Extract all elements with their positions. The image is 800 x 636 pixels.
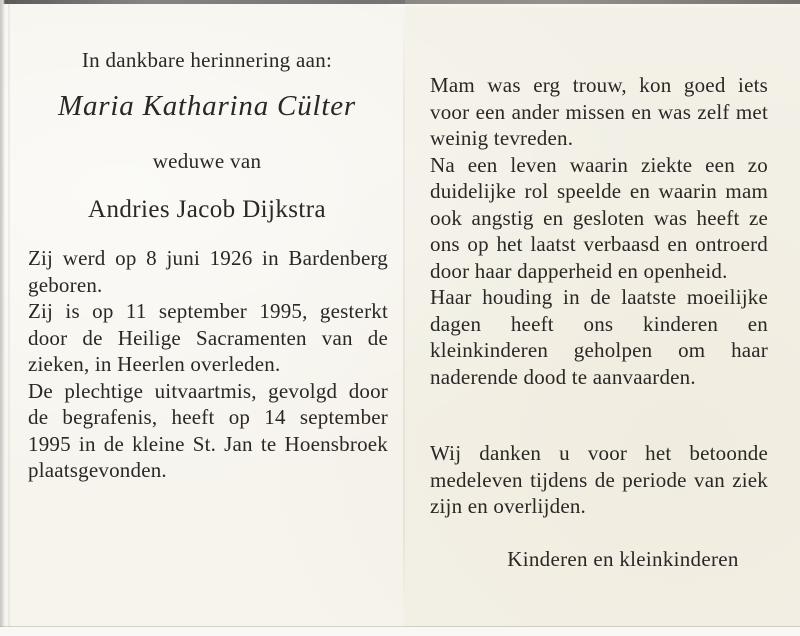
card-fold-line <box>403 10 405 626</box>
scan-crease-left <box>8 0 10 636</box>
memorial-paragraph-1: Mam was erg trouw, kon goed iets voor een ander missen en was zelf met weinig tevreden. <box>430 73 768 150</box>
signature-line: Kinderen en kleinkinderen <box>507 546 739 571</box>
memorial-paragraph-2: Na een leven waarin ziekte een zo duidelijke rol speelde en waarin mam ook angstig en gesloten was heeft ze ons op het laatst verbaasd en ontroerd door haar dapperheid en openheid. <box>430 152 768 283</box>
funeral-paragraph: De plechtige uitvaartmis, gevolgd door de begrafenis, heeft op 14 september 1995 in de kleine St. Jan te Hoensbroek plaatsgevonden. <box>28 378 388 482</box>
scan-edge-bottom-strip <box>0 627 800 636</box>
death-paragraph: Zij is op 11 september 1995, gesterkt door de Heilige Sacramenten van de zieken, in Heerlen overleden. <box>28 299 388 376</box>
relation-line: weduwe van <box>152 149 262 173</box>
spouse-name: Andries Jacob Dijkstra <box>88 196 326 223</box>
birth-paragraph: Zij werd op 8 juni 1926 in Bardenberg geboren. <box>28 246 388 297</box>
left-body-text <box>28 245 388 484</box>
intro-line: In dankbare herinnering aan: <box>81 48 333 72</box>
deceased-name: Maria Katharina Cülter <box>58 90 356 122</box>
memorial-paragraph-3: Haar houding in de laatste moeilijke dagen heeft ons kinderen en kleinkinderen geholpen om haar naderende dood te aanvaarden. <box>430 285 768 389</box>
thanks-paragraph: Wij danken u voor het betoonde medeleven tijdens de periode van ziek zijn en overlijden. <box>430 441 768 518</box>
scan-edge-left <box>0 0 5 636</box>
right-body-text <box>430 72 768 572</box>
